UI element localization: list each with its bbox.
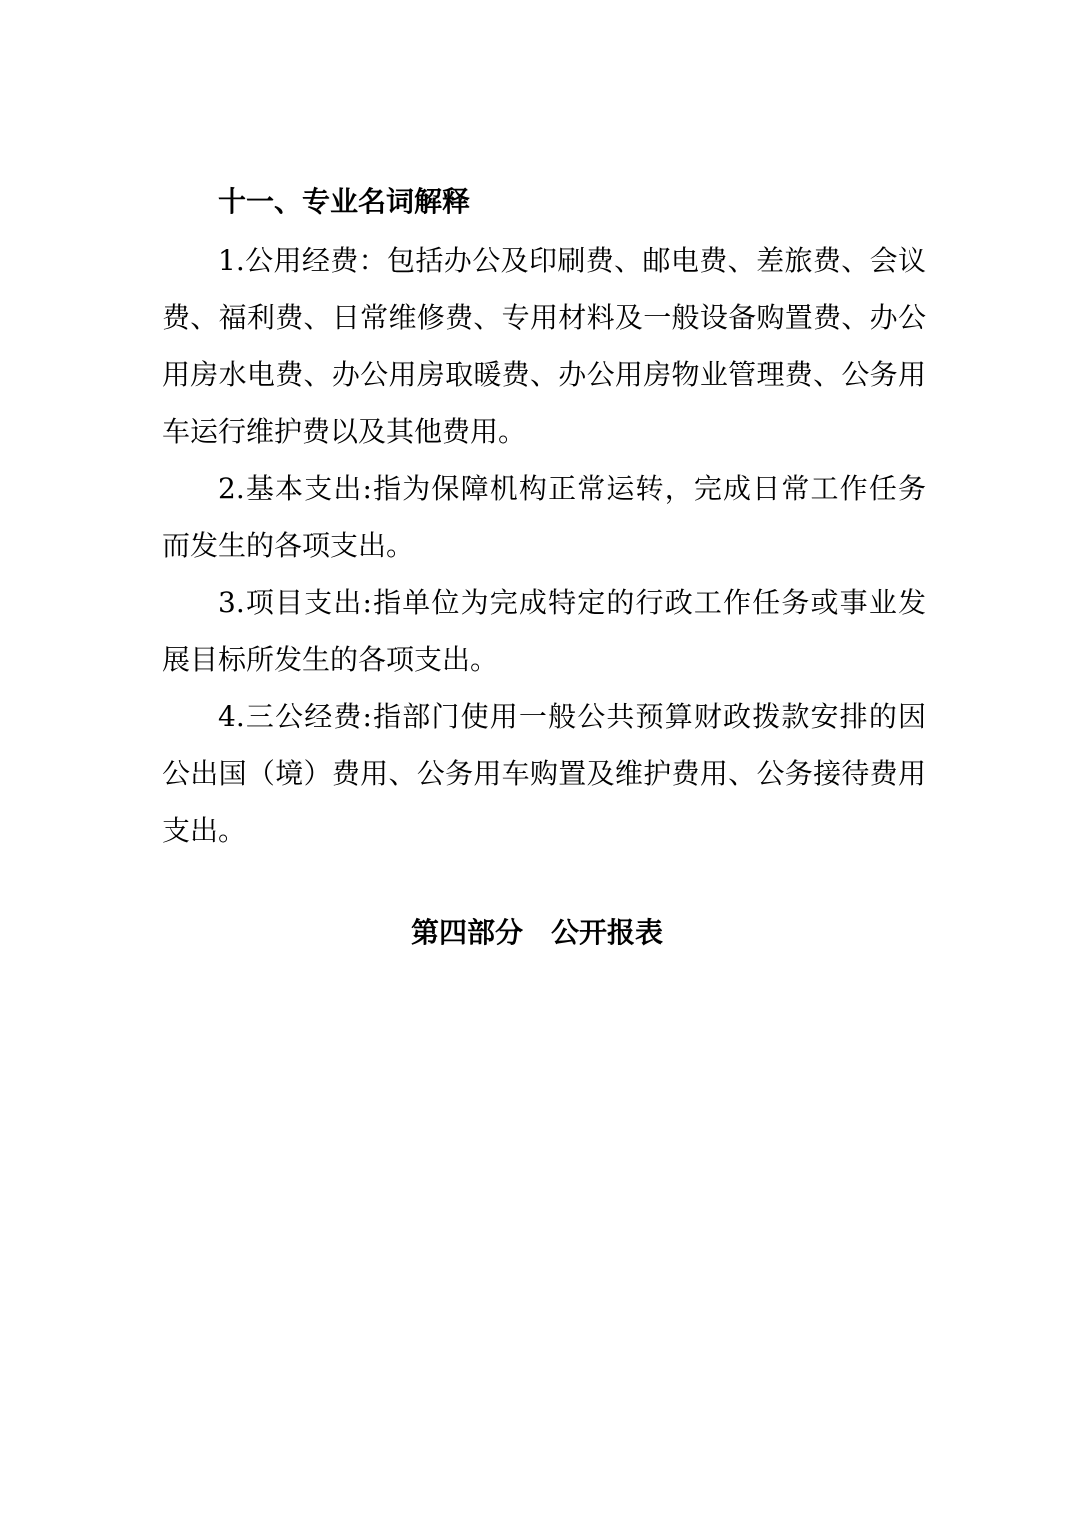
term-project-expenditure: 3.项目支出:指单位为完成特定的行政工作任务或事业发展目标所发生的各项支出。 [162, 586, 926, 676]
part-title: 第四部分 公开报表 [410, 916, 663, 949]
term-basic-expenditure: 2.基本支出:指为保障机构正常运转，完成日常工作任务而发生的各项支出。 [162, 472, 926, 562]
term-three-public-funds: 4.三公经费:指部门使用一般公共预算财政拨款安排的因公出国（境）费用、公务用车购置及维护费用、公务接待费用支出。 [162, 700, 926, 847]
term-public-funds: 1.公用经费：包括办公及印刷费、邮电费、差旅费、会议费、福利费、日常维修费、专用材料及一般设备购置费、办公用房水电费、办公用房取暖费、办公用房物业管理费、公务用车运行维护费以及其他费用。 [162, 244, 926, 448]
section-title: 十一、专业名词解释 [218, 185, 471, 218]
